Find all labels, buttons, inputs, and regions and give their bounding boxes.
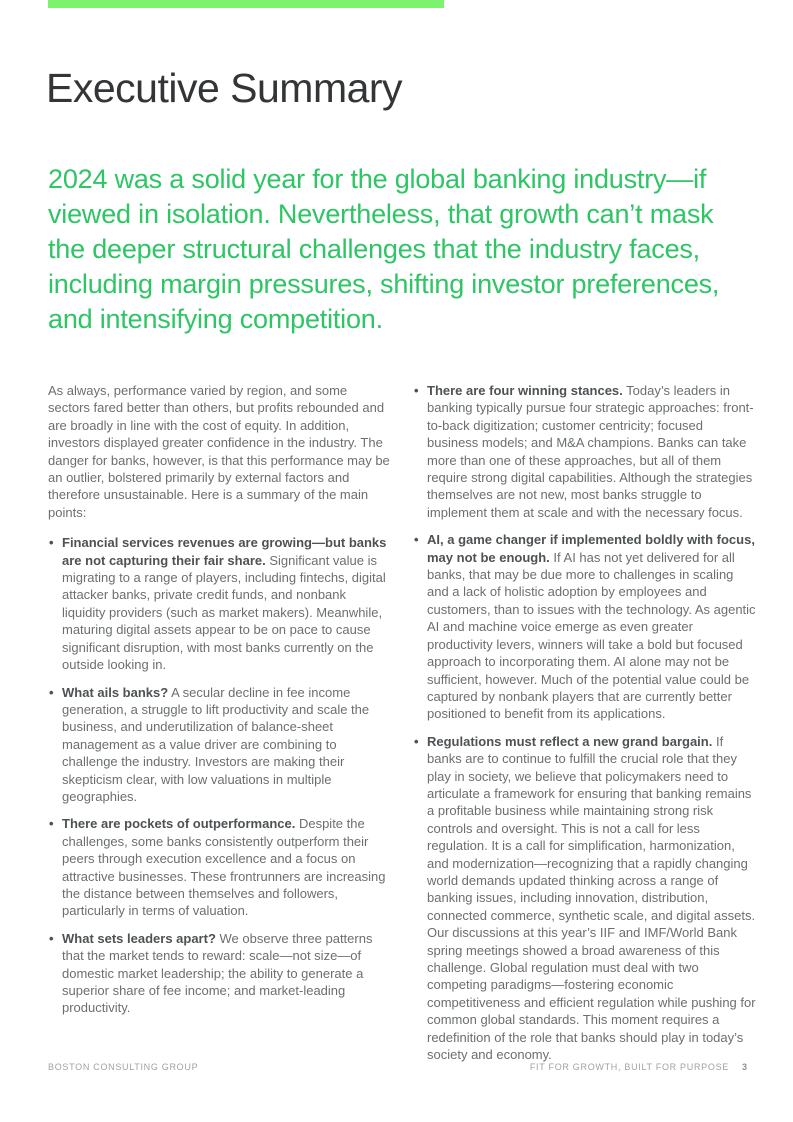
page-title: Executive Summary (46, 65, 403, 112)
list-item (48, 815, 391, 919)
right-bullet-list (413, 382, 756, 1063)
footer-company-name: BOSTON CONSULTING GROUP (48, 1062, 199, 1072)
list-item (48, 684, 391, 806)
bullet-text: Significant value is migrating to a range of players, including fintechs, digital attacker banks, private credit funds, and nonbank liquidity providers (such as market makers). Meanwhile, maturing digital assets appear to be on pace to cause significant disruption, with most banks currently on the outside looking in. (62, 552, 386, 673)
list-item (48, 534, 391, 673)
bullet-text: If AI has not yet delivered for all banks, that may be due more to challenges in scaling and a lack of holistic adoption by employees and customers, than to issues with the technology. As agentic AI and machine voice emerge as even greater productivity levers, winners will take a bold but focused approach to incorporating them. AI alone may not be sufficient, however. Much of the potential value could be captured by nonbank players that are currently better positioned to benefit from its applications. (427, 549, 756, 722)
bullet-icon: • (414, 733, 419, 749)
bullet-icon: • (49, 930, 54, 946)
lede-paragraph: 2024 was a solid year for the global banking industry—if viewed in isolation. Nevertheless, that growth can’t mask the deeper structural challenges that the industry faces, including margin pressures, shifting investor preferences, and intensifying competition. (48, 164, 720, 334)
page-footer (48, 1062, 747, 1072)
list-item (48, 930, 391, 1017)
bullet-icon: • (49, 684, 54, 700)
bullet-lead: Regulations must reflect a new grand bargain. (427, 733, 713, 749)
bullet-lead: There are pockets of outperformance. (62, 816, 296, 832)
footer-right-group (530, 1062, 747, 1072)
bullet-icon: • (49, 535, 54, 551)
bullet-text: Today’s leaders in banking typically pursue four strategic approaches: front-to-back digitization; customer centricity; focused business models; and M&A champions. Banks can take more than one of these approaches, but all of them require strong digital capabilities. Although the strategies themselves are not new, most banks struggle to implement them at scale and with the necessary focus. (427, 383, 754, 520)
bullet-text: A secular decline in fee income generation, a struggle to lift productivity and scale the business, and underutilization of balance-sheet management as a value driver are combining to challenge the industry. Investors are making their skepticism clear, with low valuations in multiple geographies. (62, 684, 370, 804)
footer-report-title: FIT FOR GROWTH, BUILT FOR PURPOSE (529, 1062, 729, 1072)
accent-bar (48, 0, 444, 8)
list-item (413, 382, 756, 521)
list-item (413, 733, 756, 1064)
bullet-icon: • (49, 816, 54, 832)
bullet-text: Despite the challenges, some banks consistently outperform their peers through execution excellence and a focus on attractive businesses. These frontrunners are increasing the distance between themselves and followers, particularly in terms of valuation. (62, 816, 386, 919)
bullet-lead: What ails banks? (62, 684, 169, 700)
right-column (413, 382, 756, 1073)
intro-paragraph: As always, performance varied by region, and some sectors fared better than others, but profits rebounded and are broadly in line with the cost of equity. In addition, investors displayed greater confidence in the industry. The danger for banks, however, is that this performance may be an outlier, bolstered primarily by external factors and therefore unsustainable. Here is a summary of the main points: (48, 383, 390, 520)
bullet-lead: AI, a game changer if implemented boldly with focus, may not be enough. (427, 532, 755, 565)
bullet-text: If banks are to continue to fulfill the crucial role that they play in society, we believe that policymakers need to articulate a framework for ensuring that banking remains a profitable business while maintaining strong risk controls and oversight. This is not a call for less regulation. It is a call for simplification, harmonization, and modernization—recognizing that a rapidly changing world demands updated thinking across a range of banking issues, including innovation, distribution, connected commerce, synthetic scale, and digital assets. Our discussions at this year’s IIF and IMF/World Bank spring meetings showed a broad awareness of this challenge. Global regulation must deal with two competing paradigms—fostering economic competitiveness and efficient regulation while pushing for common global standards. This moment requires a redefinition of the role that banks should play in today’s society and economy. (427, 733, 756, 1063)
left-bullet-list (48, 534, 391, 1017)
bullet-icon: • (414, 383, 419, 398)
bullet-text: We observe three patterns that the market tends to reward: scale—not size—of domestic market leadership; the ability to generate a superior share of fee income; and market-leading productivity. (62, 930, 373, 1016)
bullet-lead: What sets leaders apart? (62, 930, 216, 946)
bullet-lead: There are four winning stances. (427, 383, 623, 398)
bullet-lead: Financial services revenues are growing—but banks are not capturing their fair share. (62, 535, 387, 568)
bullet-icon: • (414, 532, 419, 548)
left-column (48, 382, 391, 1073)
body-columns (48, 382, 756, 1073)
page-number: 3 (741, 1062, 747, 1072)
list-item (413, 531, 756, 722)
